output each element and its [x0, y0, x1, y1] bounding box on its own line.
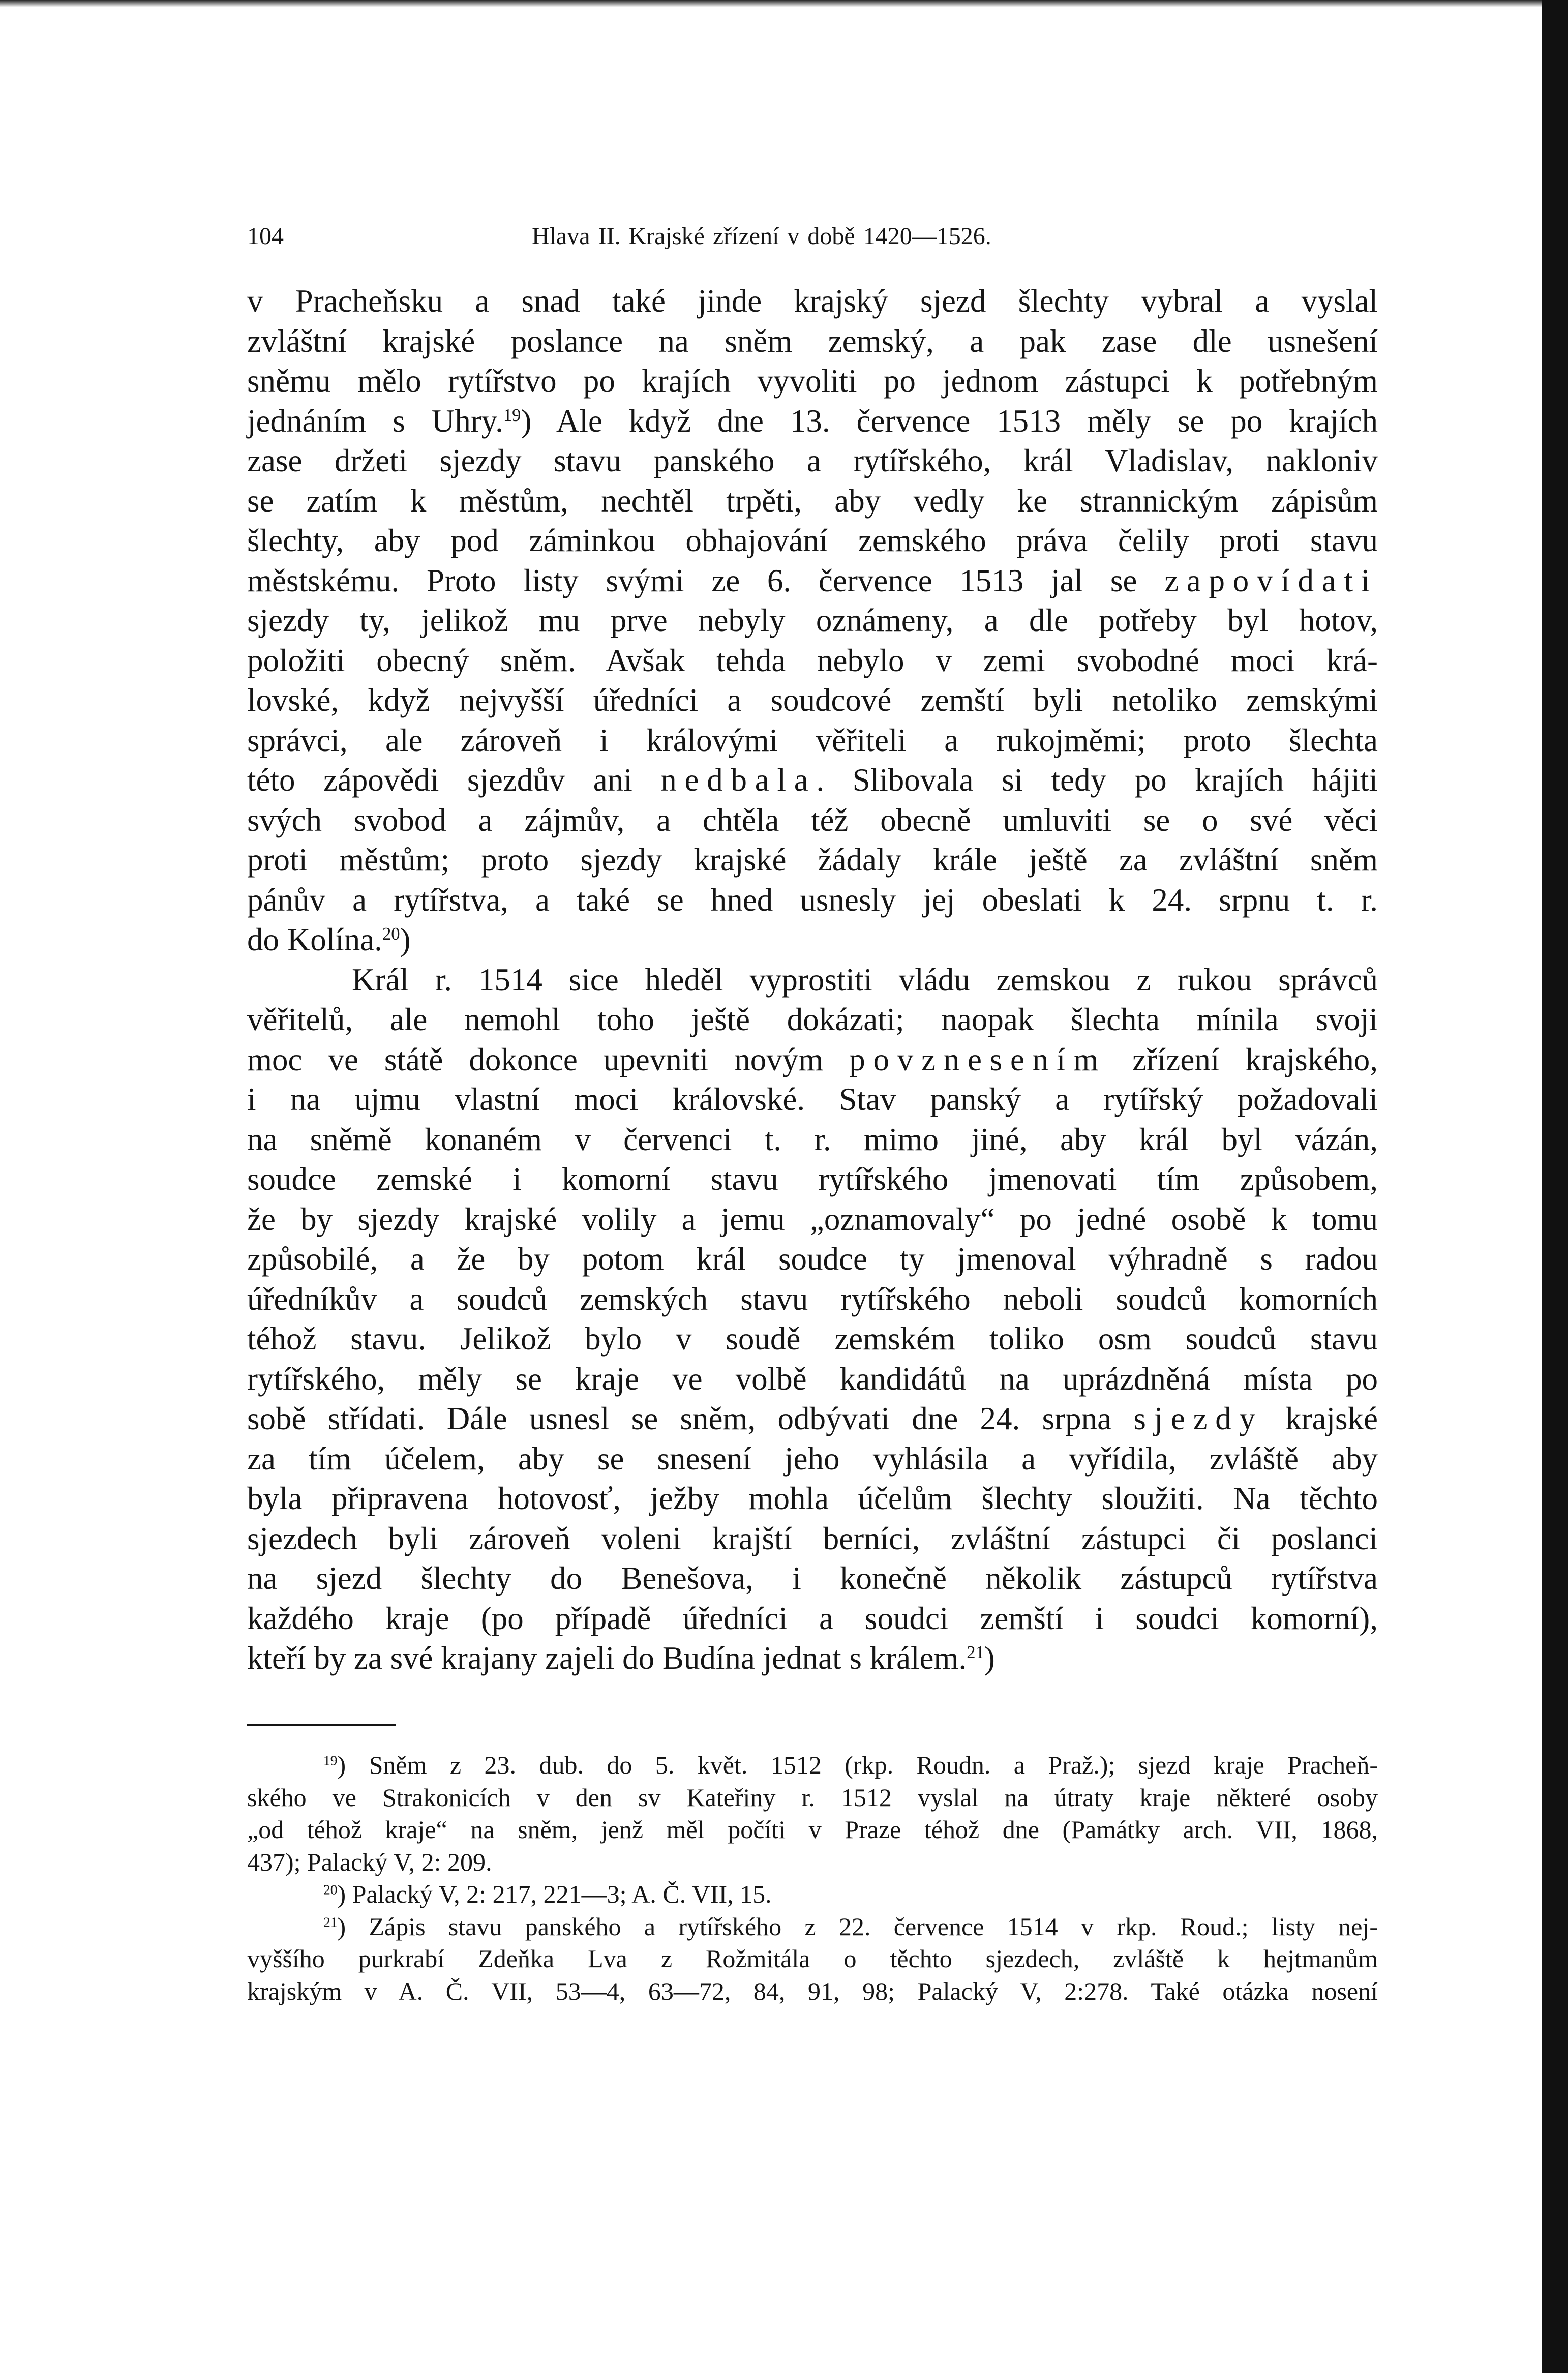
text-segment: jednáním s Uhry. [247, 403, 503, 439]
text-line: sjezdy ty, jelikož mu prve nebyly oznámeny, a dle potřeby byl hotov, [247, 603, 1378, 638]
text-line: se zatím k městům, nechtěl trpěti, aby vedly ke strannickým zápisům [247, 483, 1378, 519]
footnote-text: ) Zápis stavu panského a rytířského z 22. července 1514 v rkp. Roud.; listy nej- [337, 1912, 1378, 1941]
spaced-emphasis: povznesením [849, 1041, 1106, 1077]
footnote-line: 437); Palacký V, 2: 209. [247, 1847, 492, 1876]
text-line: na sjezd šlechty do Benešova, i konečně několik zástupců rytířstva [247, 1560, 1378, 1596]
text-line: za tím účelem, aby se snesení jeho vyhlásila a vyřídila, zvláště aby [247, 1440, 1378, 1477]
text-line: zase držeti sjezdy stavu panského a rytířského, král Vladislav, nakloniv [247, 443, 1378, 478]
text-line: způsobilé, a že by potom král soudce ty jmenoval výhradně s radou [247, 1241, 1378, 1277]
footnotes [247, 1749, 1378, 2007]
text-segment: této zápovědi sjezdův ani [247, 762, 661, 798]
text-line: každého kraje (po případě úředníci a soudci zemští i soudci komorní), [247, 1600, 1378, 1636]
footnote-marker-20: 20 [323, 1881, 338, 1898]
text-line: proti městům; proto sjezdy krajské žádaly krále ještě za zvláštní sněm [247, 842, 1378, 878]
text-segment: ) [984, 1640, 995, 1676]
text-line: svých svobod a zájmův, a chtěla též obecně umluviti se o své věci [247, 802, 1378, 838]
text-line [247, 920, 1378, 960]
footnote-line: vyššího purkrabí Zdeňka Lva z Rožmitála o těchto sjezdech, zvláště k hejtmanům [247, 1944, 1378, 1973]
text-segment: sobě střídati. Dále usnesl se sněm, odbývati dne 24. srpna [247, 1401, 1134, 1436]
footnote-text: ) Palacký V, 2: 217, 221—3; A. Č. VII, 15. [337, 1880, 772, 1908]
text-segment: do Kolína. [247, 922, 382, 957]
footnote-19 [247, 1749, 1378, 1782]
footnote-ref-19: 19 [503, 405, 521, 425]
scan-edge-top [0, 0, 1568, 7]
text-line: položiti obecný sněm. Avšak tehda nebylo v zemi svobodné moci krá- [247, 642, 1378, 678]
text-segment: ) [400, 922, 411, 957]
text-line: zvláštní krajské poslance na sněm zemský, a pak zase dle usnešení [247, 323, 1378, 359]
text-line: v Pracheňsku a snad také jinde krajský sjezd šlechty vybral a vyslal [247, 283, 1378, 319]
text-segment: ) Ale když dne 13. července 1513 měly se po krajích [521, 403, 1378, 439]
footnote-line: krajským v A. Č. VII, 53—4, 63—72, 84, 91, 98; Palacký V, 2:278. Také otázka nosení [247, 1976, 1378, 2005]
body-text [247, 281, 1378, 1678]
text-line: i na ujmu vlastní moci královské. Stav panský a rytířský požadovali [247, 1082, 1378, 1117]
text-line [247, 1638, 1378, 1678]
footnote-line: „od téhož kraje“ na sněm, jenž měl počíti v Praze téhož dne (Památky arch. VII, 1868, [247, 1815, 1378, 1844]
text-line: lovské, když nejvyšší úředníci a soudcové zemští byli netoliko zemskými [247, 682, 1378, 718]
text-segment: krajské [1263, 1401, 1378, 1436]
text-line [247, 760, 1378, 800]
text-segment: . Slibovala si tedy po krajích hájiti [816, 762, 1378, 798]
footnote-marker-19: 19 [323, 1752, 338, 1768]
spaced-emphasis: nedbala [660, 762, 817, 798]
text-segment: kteří by za své krajany zajeli do Budína jednat s králem. [247, 1640, 967, 1676]
footnote-20 [247, 1878, 1378, 1911]
text-line: úředníkův a soudců zemských stavu rytířského neboli soudců komorních [247, 1281, 1378, 1317]
text-line: na sněmě konaném v červenci t. r. mimo jiné, aby král byl vázán, [247, 1121, 1378, 1157]
text-line: šlechty, aby pod záminkou obhajování zemského práva čelily proti stavu [247, 523, 1378, 558]
running-head: Hlava II. Krajské zřízení v době 1420—1526. [532, 223, 991, 250]
text-line [247, 1040, 1378, 1080]
footnote-ref-20: 20 [382, 924, 400, 944]
text-line: pánův a rytířstva, a také se hned usnesly jej obeslati k 24. srpnu t. r. [247, 882, 1378, 918]
text-line: Král r. 1514 sice hleděl vyprostiti vládu zemskou z rukou správců [352, 962, 1378, 998]
text-segment: zřízení krajského, [1106, 1041, 1378, 1077]
page-number: 104 [247, 223, 284, 250]
text-line: sněmu mělo rytířstvo po krajích vyvoliti po jednom zástupci k potřebným [247, 363, 1378, 399]
text-line: soudce zemské i komorní stavu rytířského jmenovati tím způsobem, [247, 1161, 1378, 1197]
text-line: rytířského, měly se kraje ve volbě kandidátů na uprázdněná místa po [247, 1361, 1378, 1397]
text-line [247, 401, 1378, 441]
text-line: věřitelů, ale nemohl toho ještě dokázati; naopak šlechta mínila svoji [247, 1002, 1378, 1037]
footnote-line: ského ve Strakonicích v den sv Kateřiny r. 1512 vyslal na útraty kraje některé osoby [247, 1783, 1378, 1812]
footnote-ref-21: 21 [967, 1643, 984, 1663]
text-line [247, 1399, 1378, 1439]
text-line: že by sjezdy krajské volily a jemu „oznamovaly“ po jedné osobě k tomu [247, 1201, 1378, 1237]
text-line: téhož stavu. Jelikož bylo v soudě zemském toliko osm soudců stavu [247, 1321, 1378, 1357]
text-line: byla připravena hotovosť, ježby mohla účelům šlechty sloužiti. Na těchto [247, 1481, 1378, 1516]
page-header [247, 219, 1106, 254]
footnote-marker-21: 21 [323, 1914, 338, 1930]
text-segment: městskému. Proto listy svými ze 6. července 1513 jal se [247, 562, 1165, 598]
footnote-rule [247, 1724, 396, 1726]
footnote-21 [247, 1911, 1378, 1943]
footnote-text: ) Sněm z 23. dub. do 5. květ. 1512 (rkp. Roudn. a Praž.); sjezd kraje Pracheň- [337, 1751, 1378, 1779]
spaced-emphasis: sjezdy [1133, 1401, 1263, 1436]
text-line [247, 561, 1378, 601]
text-line: správci, ale zároveň i královými věřiteli a rukojměmi; proto šlechta [247, 722, 1378, 758]
scan-edge-right [1542, 0, 1568, 2373]
spaced-emphasis: zapovídati [1164, 562, 1378, 598]
text-line: sjezdech byli zároveň voleni krajští berníci, zvláštní zástupci či poslanci [247, 1520, 1378, 1556]
text-segment: moc ve státě dokonce upevniti novým [247, 1041, 850, 1077]
